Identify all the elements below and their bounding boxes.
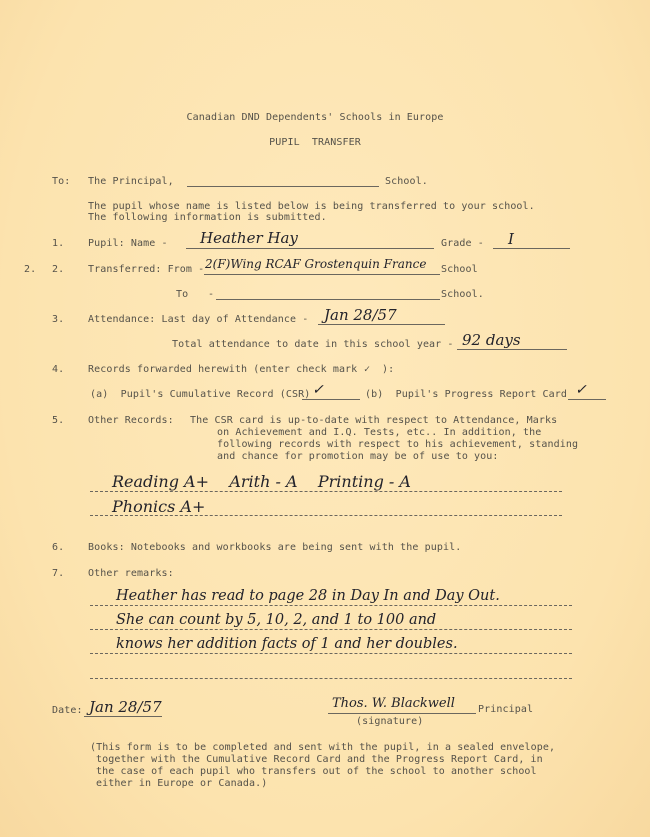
to-school-suffix-2: School. (441, 289, 484, 300)
remarks-rule-2 (90, 629, 572, 630)
date-label: Date: (52, 705, 83, 716)
margin-note: 2. (24, 264, 37, 275)
footer-note-3: the case of each pupil who transfers out of the school to another school (96, 766, 537, 777)
to-dash: - (208, 289, 215, 300)
to-school-suffix: School. (385, 176, 428, 187)
progress-report-label: (b) Pupil's Progress Report Card (365, 389, 567, 400)
to-principal: The Principal, (88, 176, 174, 187)
grade-line (493, 248, 570, 249)
books-text: Books: Notebooks and workbooks are being sent with the pupil. (88, 542, 462, 553)
records-rule-2 (90, 515, 562, 516)
to-label: To: (52, 176, 71, 187)
other-records-text-2: on Achievement and I.Q. Tests, etc.. In addition, the (217, 427, 542, 438)
records-rule-1 (90, 491, 562, 492)
item-2-number: 2. (52, 264, 65, 275)
attendance-label: Attendance: Last day of Attendance - (88, 314, 309, 325)
other-records-text-3: following records with respect to his achievement, standing (217, 439, 579, 450)
records-line-1: Reading A+ Arith - A Printing - A (112, 472, 411, 491)
transferred-from-label: Transferred: From - (88, 264, 205, 275)
org-heading: Canadian DND Dependents' Schools in Europe (186, 112, 444, 123)
total-attendance-line (457, 349, 567, 350)
records-line-2: Phonics A+ (112, 497, 206, 516)
progress-report-line (568, 399, 606, 400)
footer-note-1: (This form is to be completed and sent with the pupil, in a sealed envelope, (90, 742, 556, 753)
intro-line-2: The following information is submitted. (88, 212, 327, 223)
last-day-line (318, 324, 445, 325)
other-records-text-1: The CSR card is up-to-date with respect to Attendance, Marks (190, 415, 558, 426)
csr-label: (a) Pupil's Cumulative Record (CSR) (90, 389, 311, 400)
item-7-number: 7. (52, 568, 65, 579)
signature-caption: (signature) (356, 716, 424, 727)
item-5-number: 5. (52, 415, 65, 426)
principal-signature: Thos. W. Blackwell (332, 696, 455, 711)
csr-check: ✓ (312, 382, 324, 398)
check-mark-sample: ✓ (364, 364, 371, 375)
date-value: Jan 28/57 (89, 698, 162, 716)
item-4-number: 4. (52, 364, 65, 375)
remarks-line-2: She can count by 5, 10, 2, and 1 to 100 and (116, 612, 437, 628)
csr-line (302, 399, 360, 400)
last-day-value: Jan 28/57 (324, 306, 397, 324)
other-remarks-label: Other remarks: (88, 568, 174, 579)
other-records-label: Other Records: (88, 415, 174, 426)
footer-note-4: either in Europe or Canada.) (96, 778, 268, 789)
transferred-from-value: 2(F)Wing RCAF Grostenquin France (205, 257, 427, 271)
remarks-rule-1 (90, 605, 572, 606)
remarks-rule-4 (90, 678, 572, 679)
pupil-name-value: Heather Hay (200, 229, 298, 247)
grade-label: Grade - (441, 238, 484, 249)
remarks-rule-3 (90, 653, 572, 654)
from-line (204, 274, 440, 275)
total-attendance-value: 92 days (462, 331, 521, 349)
intro-line-1: The pupil whose name is listed below is being transferred to your school. (88, 201, 535, 212)
item-1-number: 1. (52, 238, 65, 249)
pupil-name-line (186, 248, 434, 249)
total-attendance-label: Total attendance to date in this school year - (172, 339, 454, 350)
progress-report-check: ✓ (575, 382, 587, 398)
records-forwarded-close: ): (382, 364, 395, 375)
remarks-line-3: knows her addition facts of 1 and her doubles. (116, 636, 458, 652)
to-label-2: To (176, 289, 189, 300)
grade-value: I (508, 230, 514, 248)
signature-line (328, 713, 476, 714)
pupil-name-label: Pupil: Name - (88, 238, 168, 249)
item-6-number: 6. (52, 542, 65, 553)
footer-note-2: together with the Cumulative Record Card and the Progress Report Card, in (96, 754, 543, 765)
records-forwarded-label: Records forwarded herewith (enter check mark (88, 364, 358, 375)
from-school-suffix: School (441, 264, 478, 275)
form-title: PUPIL TRANSFER (269, 137, 361, 148)
other-records-text-4: and chance for promotion may be of use to you: (217, 451, 499, 462)
to-school-line (216, 299, 440, 300)
school-blank-line (187, 186, 379, 187)
remarks-line-1: Heather has read to page 28 in Day In and Day Out. (116, 588, 500, 604)
date-line (84, 716, 162, 717)
item-3-number: 3. (52, 314, 65, 325)
principal-label: Principal (478, 704, 534, 715)
